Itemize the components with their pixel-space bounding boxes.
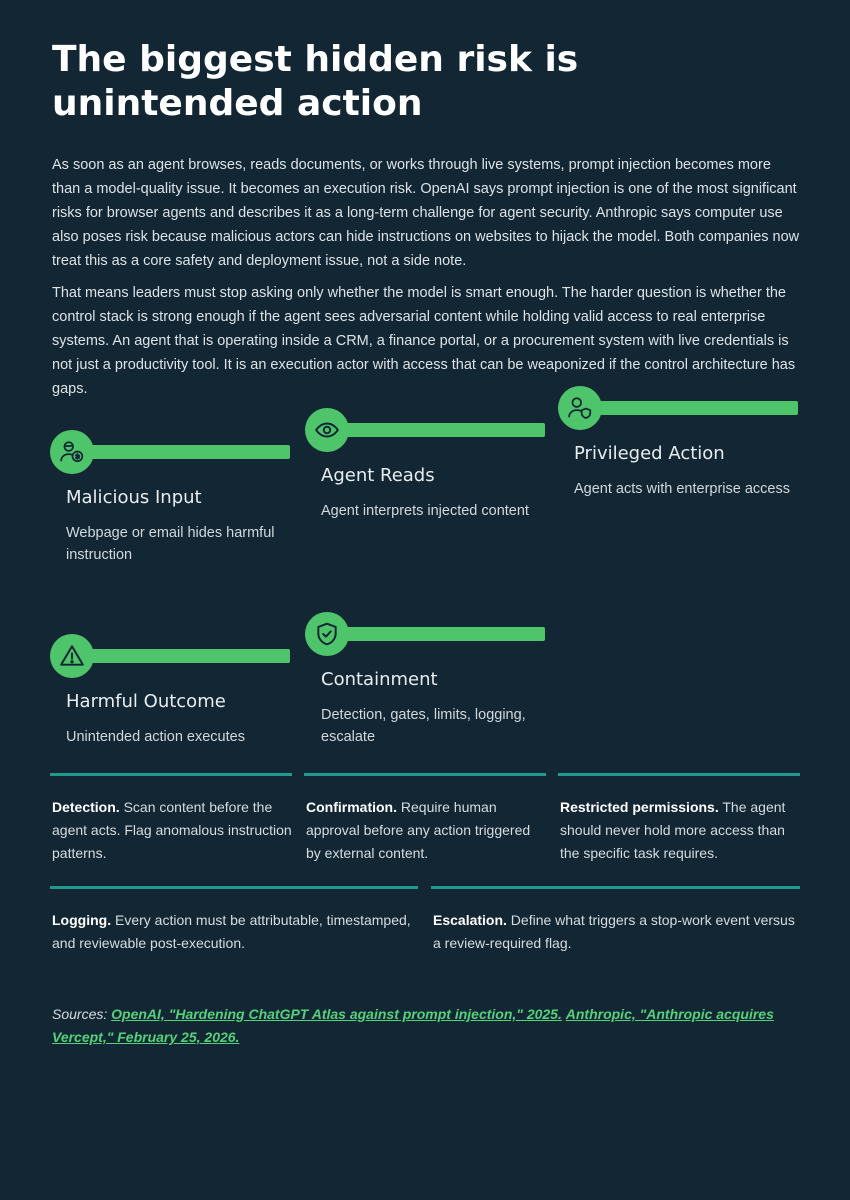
source-link-openai[interactable]: OpenAI, "Hardening ChatGPT Atlas against prompt injection," 2025. <box>111 1006 562 1022</box>
step-bar <box>84 649 290 663</box>
step-title: Malicious Input <box>66 487 202 508</box>
sources-prefix: Sources: <box>52 1006 112 1022</box>
intro-paragraph: As soon as an agent browses, reads documents, or works through live systems, prompt injection becomes more than a model-quality issue. It becomes an execution risk. OpenAI says prompt injection is one of the most significant risks for browser agents and describes it as a long-term challenge for agent security. Anthropic says computer use also poses risk because malicious actors can hide instructions on websites to hijack the model. Both companies now treat this as a core safety and deployment issue, not a side note. <box>52 157 800 269</box>
control-restricted-permissions <box>558 773 800 865</box>
user-shield-icon <box>558 386 602 430</box>
control-confirmation <box>304 773 546 865</box>
control-label: Logging. <box>52 912 112 928</box>
control-text: Define what triggers a stop-work event versus a review-required flag. <box>433 912 795 951</box>
step-description: Unintended action executes <box>66 729 245 745</box>
divider <box>50 886 418 889</box>
divider <box>50 773 292 776</box>
step-description: Detection, gates, limits, logging, escalate <box>321 707 526 745</box>
step-title: Harmful Outcome <box>66 691 226 712</box>
control-logging <box>50 886 418 955</box>
control-escalation <box>431 886 800 955</box>
eye-icon <box>305 408 349 452</box>
control-label: Restricted permissions. <box>560 799 719 815</box>
divider <box>558 773 800 776</box>
step-bar <box>84 445 290 459</box>
step-title: Containment <box>321 669 438 690</box>
shield-check-icon <box>305 612 349 656</box>
hacker-icon <box>50 430 94 474</box>
step-description: Agent acts with enterprise access <box>574 481 790 497</box>
source-link-anthropic[interactable]: Anthropic, "Anthropic acquires Vercept," February 25, 2026. <box>52 1006 774 1045</box>
warning-icon <box>50 634 94 678</box>
sources <box>52 1003 812 1049</box>
control-text: The agent should never hold more access than the specific task requires. <box>560 799 786 861</box>
control-text: Every action must be attributable, timestamped, and reviewable post-execution. <box>52 912 411 951</box>
body-paragraph: That means leaders must stop asking only whether the model is smart enough. The harder question is whether the control stack is strong enough if the agent sees adversarial content while holding valid access to real enterprise systems. An agent that is operating inside a CRM, a finance portal, or a procurement system with live credentials is not just a productivity tool. It is an execution actor with access that can be weaponized if the control architecture has gaps. <box>52 285 796 397</box>
step-title: Agent Reads <box>321 465 435 486</box>
page-title: The biggest hidden risk is unintended action <box>52 39 579 124</box>
step-description: Agent interprets injected content <box>321 503 529 519</box>
control-label: Escalation. <box>433 912 507 928</box>
control-detection <box>50 773 292 865</box>
divider <box>304 773 546 776</box>
step-bar <box>339 423 545 437</box>
step-bar <box>339 627 545 641</box>
step-title: Privileged Action <box>574 443 725 464</box>
control-label: Detection. <box>52 799 120 815</box>
control-label: Confirmation. <box>306 799 397 815</box>
control-text: Scan content before the agent acts. Flag anomalous instruction patterns. <box>52 799 292 861</box>
step-bar <box>592 401 798 415</box>
divider <box>431 886 800 889</box>
control-text: Require human approval before any action triggered by external content. <box>306 799 531 861</box>
step-description: Webpage or email hides harmful instruction <box>66 525 275 563</box>
